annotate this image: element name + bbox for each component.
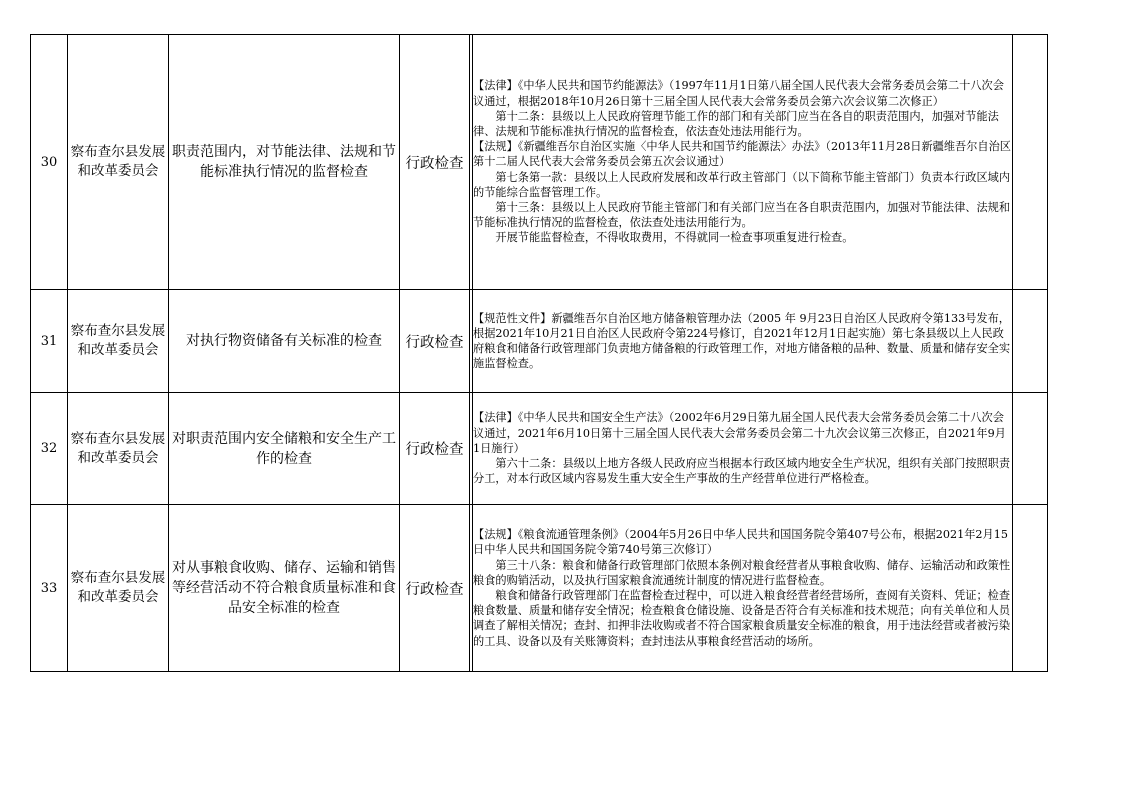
enforcement-table [30, 34, 1048, 672]
row-number: 32 [31, 393, 68, 505]
legal-basis-cell [473, 35, 1013, 290]
legal-basis-cell [473, 393, 1013, 505]
basis-paragraph: 【法规】《粮食流通管理条例》（2004年5月26日中华人民共和国国务院令第407号公布，根据2021年2月15日中华人民共和国国务院令第740号第三次修订） [473, 528, 1008, 557]
basis-paragraph: 第六十二条：县级以上地方各级人民政府应当根据本行政区域内地安全生产状况，组织有关部门按照职责分工，对本行政区域内容易发生重大安全生产事故的生产经营单位进行严格检查。 [473, 457, 1011, 486]
item-name-cell: 对职责范围内安全储粮和安全生产工作的检查 [169, 393, 400, 505]
item-name-cell: 职责范围内，对节能法律、法规和节能标准执行情况的监督检查 [169, 35, 400, 290]
basis-paragraph: 开展节能监督检查，不得收取费用，不得就同一检查事项重复进行检查。 [495, 231, 854, 245]
remarks-cell [1013, 393, 1048, 505]
remarks-cell [1013, 290, 1048, 393]
row-number: 33 [31, 505, 68, 672]
basis-paragraph: 粮食和储备行政管理部门在监督检查过程中，可以进入粮食经营者经营场所，查阅有关资料、凭证；检查粮食数量、质量和储存安全情况；检查粮食仓储设施、设备是否符合有关标准和技术规范；向有关单位和人员调查了解相关情况；查封、扣押非法收购或者不符合国家粮食质量安全标准的粮食，用于违法经营或者被污染的工具、设备以及有关账簿资料；查封违法从事粮食经营活动的场所。 [473, 589, 1011, 648]
power-type-cell: 行政检查 [400, 290, 470, 393]
legal-basis-cell [473, 505, 1013, 672]
basis-paragraph: 【法规】《新疆维吾尔自治区实施〈中华人民共和国节约能源法〉办法》（2013年11月28日新疆维吾尔自治区第十二届人民代表大会常务委员会第五次会议通过） [473, 140, 1011, 169]
basis-paragraph: 第七条第一款：县级以上人民政府发展和改革行政主管部门（以下简称节能主管部门）负责本行政区域内的节能综合监督管理工作。 [473, 170, 1011, 199]
basis-paragraph: 第十三条：县级以上人民政府节能主管部门和有关部门应当在各自职责范围内，加强对节能法律、法规和节能标准执行情况的监督检查，依法查处违法用能行为。 [473, 201, 1011, 230]
department-cell: 察布查尔县发展和改革委员会 [68, 290, 169, 393]
item-name-cell: 对执行物资储备有关标准的检查 [169, 290, 400, 393]
department-cell: 察布查尔县发展和改革委员会 [68, 505, 169, 672]
basis-paragraph: 【法律】《中华人民共和国节约能源法》（1997年11月1日第八届全国人民代表大会常务委员会第二十八次会议通过，根据2018年10月26日第十三届全国人民代表大会常务委员会第六次会议第二次修正） [473, 79, 1004, 108]
power-type-cell: 行政检查 [400, 35, 470, 290]
row-number: 31 [31, 290, 68, 393]
remarks-cell [1013, 35, 1048, 290]
legal-basis-cell [473, 290, 1013, 393]
basis-paragraph: 第三十八条：粮食和储备行政管理部门依照本条例对粮食经营者从事粮食收购、储存、运输活动和政策性粮食的购销活动，以及执行国家粮食流通统计制度的情况进行监督检查。 [473, 558, 1011, 587]
power-type-cell: 行政检查 [400, 505, 470, 672]
basis-paragraph: 【法律】《中华人民共和国安全生产法》（2002年6月29日第九届全国人民代表大会常务委员会第二十八次会议通过，2021年6月10日第十三届全国人民代表大会常务委员会第二十九次会议第三次修正，自2021年9月1日施行） [473, 411, 1006, 455]
table-row [31, 505, 1048, 672]
power-type-cell: 行政检查 [400, 393, 470, 505]
row-number: 30 [31, 35, 68, 290]
table-row [31, 290, 1048, 393]
department-cell: 察布查尔县发展和改革委员会 [68, 393, 169, 505]
basis-paragraph: 第十二条：县级以上人民政府管理节能工作的部门和有关部门应当在各自的职责范围内，加强对节能法律、法规和节能标准执行情况的监督检查，依法查处违法用能行为。 [473, 109, 999, 138]
item-name-cell: 对从事粮食收购、储存、运输和销售等经营活动不符合粮食质量标准和食品安全标准的检查 [169, 505, 400, 672]
table-row [31, 393, 1048, 505]
department-cell: 察布查尔县发展和改革委员会 [68, 35, 169, 290]
remarks-cell [1013, 505, 1048, 672]
basis-paragraph: 【规范性文件】新疆维吾尔自治区地方储备粮管理办法（2005 年 9月23日自治区人民政府令第133号发布，根据2021年10月21日自治区人民政府令第224号修订，自2021年12月1日起实施）第七条县级以上人民政府粮食和储备行政管理部门负责地方储备粮的行政管理工作，对地方储备粮的品种、数量、质量和储存安全实施监督检查。 [473, 311, 1011, 371]
table-row [31, 35, 1048, 290]
